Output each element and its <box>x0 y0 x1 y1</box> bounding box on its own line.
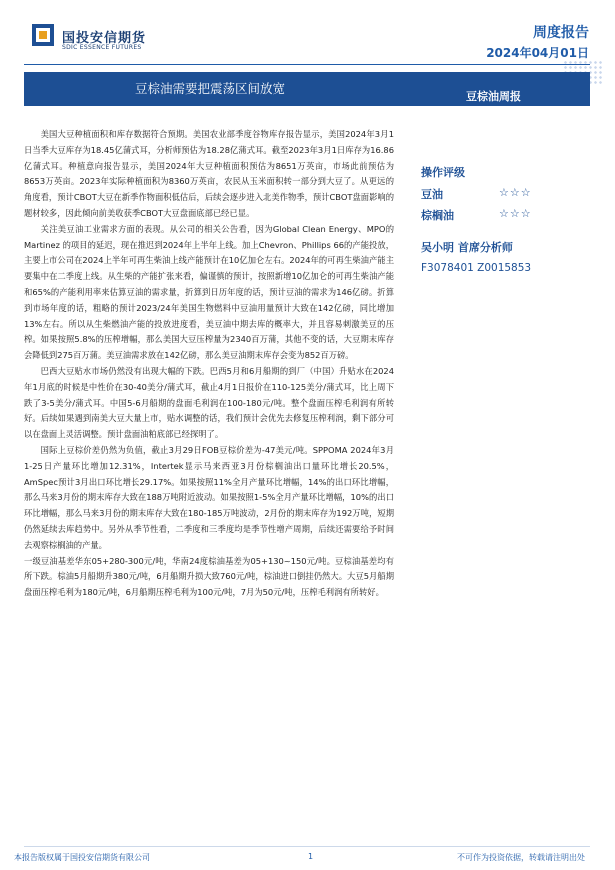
rating-name-palm-oil: 棕榈油 <box>421 209 454 222</box>
company-logo-icon <box>32 24 54 46</box>
page-number: 1 <box>308 852 314 861</box>
company-name-cn: 国投安信期货 <box>62 31 147 46</box>
body-paragraph-2: 关注美豆油工业需求方面的表现。从公司的相关公告看，因为Global Clean Energy、MPO的Martinez 的项目的延迟，现在推迟到2024年上半年上线。加上Chevron、Phillips 66的产能投放，主要上市公司在2024上半年可再生柴油上线产能预计在10亿加仑左右。2024年的可再生柴油产能主要集中在二季度上线。从生柴的产能扩张来看，偏谨慎的预计，按照新增10亿加仑的可再生柴油产能和65%的产能利用率来估算豆油的需求量，折算到日历年度的话，预计豆油的需求为146亿磅。折算到市场年度的话，粗略的预计2023/24年美国生物燃料中豆油用量预计大致在142亿磅，同比增加13%左右。所以从生柴燃油产能的投放进度看，美豆油中期去库的概率大，并且容易刺激美豆的压榨。如果按照5.8%的压榨增幅，那么美国大豆压榨量为2340百万蒲，其他不变的话，大豆期末库存会降低到275百万蒲。美豆油需求放在142亿磅，那么美豆油期末库存会变为852百万磅。 <box>24 223 394 361</box>
footer-divider <box>24 846 590 847</box>
report-date: 2024年04月01日 <box>486 46 589 60</box>
body-paragraph-1: 美国大豆种植面积和库存数据符合预期。美国农业部季度谷物库存报告显示，美国2024年3月1日当季大豆库存为18.45亿蒲式耳，分析师预估为18.28亿蒲式耳。截至2023年3月1日库存为16.86亿蒲式耳。种植意向报告显示，美国2024年大豆种植面积预估为8651万英亩，市场此前预估为8653万英亩。2023年实际种植面积为8360万英亩，农民从玉米面积转一部分到大豆了。从更远的角度看，预计CBOT大豆在新季作物面积低估后，后续会逐步进入北美作物季，预计CBOT盘面影响的题材较多，因此倾向前美收获季CBOT大豆盘面底部已经已显。 <box>24 129 394 218</box>
company-name-en: SDIC ESSENCE FUTURES <box>62 44 142 51</box>
report-title: 豆棕油需要把震荡区间放宽 <box>135 81 286 96</box>
analyst-cert: F3078401 Z0015853 <box>421 262 532 274</box>
rating-heading: 操作评级 <box>421 166 465 179</box>
report-body <box>24 127 394 601</box>
footer-disclaimer: 不可作为投资依据，转载请注明出处 <box>457 853 585 862</box>
rating-stars-palm-oil: ☆☆☆ <box>499 207 532 220</box>
body-paragraph-4: 国际上豆棕价差仍然为负值，截止3月29日FOB豆棕价差为-47美元/吨。SPPOMA 2024年3月1-25日产量环比增加12.31%，Intertek显示马来西亚3月份棕榈油出口量环比增长20.5%，AmSpec预计3月出口环比增长29.17%。如果按照11%全月产量环比增幅，14%的出口环比增幅，那么马来3月份的期末库存大致在188万吨附近波动。如果按照1-5%全月产量环比增幅，10%的出口环比增幅，那么马来3月份的期末库存大致在180-185万吨波动，2月份的期末库存为192万吨，短期仍然延续去库趋势中。另外从季节性看，二季度和三季度均是季节性增产周期，后续还需要给予时间去观察棕榈油的产量。 <box>24 444 394 550</box>
rating-stars-soy-oil: ☆☆☆ <box>499 186 532 199</box>
report-type: 周度报告 <box>533 25 589 41</box>
body-paragraph-5: 一级豆油基差华东05+280-300元/吨，华南24度棕油基差为05+130~150元/吨。豆棕油基差均有所下跌。棕油5月船期升380元/吨，6月船期升损大致760元/吨，棕油进口倒挂仍然大。大豆5月船期盘面压榨毛利为180元/吨，6月船期压榨毛利为100元/吨，7月为50元/吨，压榨毛利润有所转好。 <box>24 555 394 598</box>
analyst-name: 吴小明 首席分析师 <box>421 241 513 254</box>
header-divider <box>24 64 590 65</box>
report-category: 豆棕油周报 <box>466 90 521 103</box>
rating-name-soy-oil: 豆油 <box>421 188 443 201</box>
body-paragraph-3: 巴西大豆贴水市场仍然没有出现大幅的下跌。巴西5月和6月船期的到厂（中国）升贴水在2024年1月底的时候是中性价在30-40美分/蒲式耳，截止4月1日报价在110-125美分/蒲式耳，比上周下跌了3-5美分/蒲式耳。中国5-6月船期的盘面毛利润在100-180元/吨。整个盘面压榨毛利润有所转好。后续如果遇到南美大豆大量上市，贴水调整的话，我们预计会优先去修复压榨利润，剩下部分可以在盘面上灵活调整。预计盘面油粕底部已经探明了。 <box>24 365 394 440</box>
footer-copyright: 本报告版权属于国投安信期货有限公司 <box>14 853 150 862</box>
